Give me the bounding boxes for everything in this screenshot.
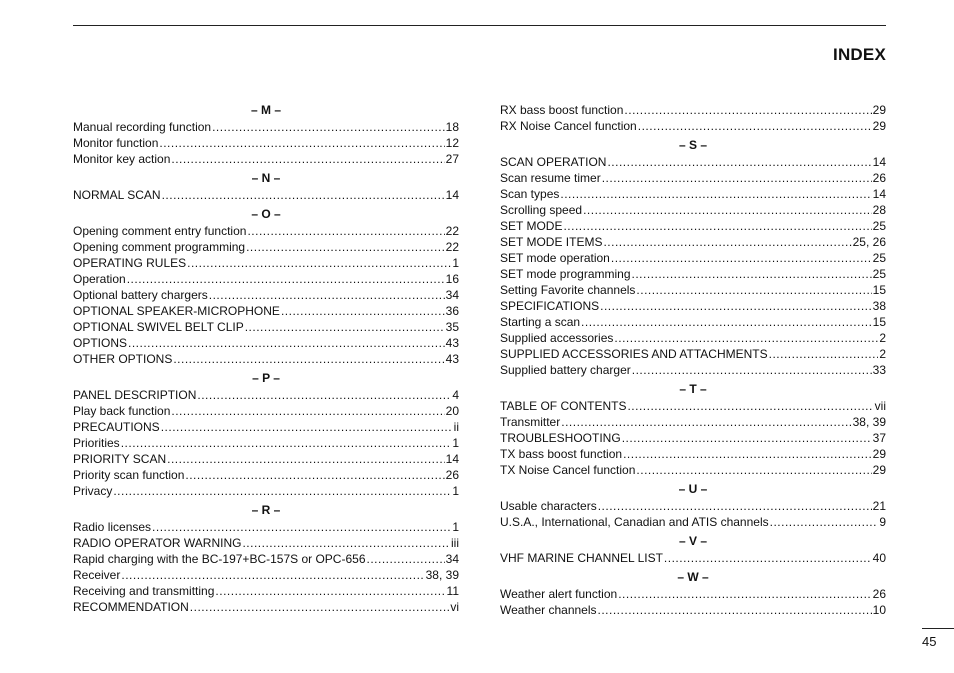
- section-heading: – U –: [678, 482, 708, 496]
- index-section: [73, 502, 459, 615]
- entry-page-number: 38, 39: [852, 415, 886, 429]
- index-entry: [73, 403, 459, 419]
- dot-leader: [246, 239, 445, 255]
- entry-label: Rapid charging with the BC-197+BC-157S or OPC-656: [73, 552, 366, 566]
- section-heading: – S –: [678, 138, 708, 152]
- section-heading: – M –: [250, 103, 281, 117]
- entry-label: Usable characters: [500, 499, 597, 513]
- entry-label: SUPPLIED ACCESSORIES AND ATTACHMENTS: [500, 347, 768, 361]
- dot-leader: [561, 414, 851, 430]
- dot-leader: [242, 535, 450, 551]
- index-entry: [500, 586, 886, 602]
- section-heading: – R –: [251, 503, 281, 517]
- section-heading: – N –: [251, 171, 281, 185]
- dot-leader: [583, 202, 872, 218]
- dot-leader: [245, 319, 445, 335]
- entry-label: OTHER OPTIONS: [73, 352, 173, 366]
- entry-label: TROUBLESHOOTING: [500, 431, 621, 445]
- entry-page-number: 14: [872, 187, 886, 201]
- index-section: [73, 102, 459, 167]
- index-entry: [500, 234, 886, 250]
- dot-leader: [598, 602, 872, 618]
- dot-leader: [623, 446, 872, 462]
- entry-page-number: 20: [445, 404, 459, 418]
- dot-leader: [128, 335, 445, 351]
- index-section: [500, 381, 886, 478]
- index-entry: [500, 314, 886, 330]
- index-entry: [73, 351, 459, 367]
- index-entry: [73, 335, 459, 351]
- entry-label: Privacy: [73, 484, 113, 498]
- dot-leader: [171, 151, 444, 167]
- entry-page-number: vii: [874, 399, 886, 413]
- entry-page-number: ii: [453, 420, 459, 434]
- dot-leader: [162, 187, 445, 203]
- entry-page-number: 33: [872, 363, 886, 377]
- entry-page-number: 9: [879, 515, 886, 529]
- entry-page-number: 4: [452, 388, 459, 402]
- entry-page-number: 22: [445, 240, 459, 254]
- index-section: [500, 481, 886, 530]
- entry-label: Scan types: [500, 187, 560, 201]
- dot-leader: [614, 330, 878, 346]
- index-entry: [500, 398, 886, 414]
- entry-label: Setting Favorite channels: [500, 283, 636, 297]
- dot-leader: [113, 483, 451, 499]
- entry-label: Play back function: [73, 404, 171, 418]
- index-entry: [500, 250, 886, 266]
- entry-label: Scrolling speed: [500, 203, 583, 217]
- entry-label: Starting a scan: [500, 315, 581, 329]
- entry-label: SPECIFICATIONS: [500, 299, 600, 313]
- index-entry: [500, 298, 886, 314]
- entry-label: Priority scan function: [73, 468, 185, 482]
- dot-leader: [560, 186, 871, 202]
- entry-page-number: 18: [445, 120, 459, 134]
- entry-label: Opening comment programming: [73, 240, 246, 254]
- entry-page-number: 38: [872, 299, 886, 313]
- index-entry: [73, 303, 459, 319]
- dot-leader: [367, 551, 445, 567]
- entry-label: Receiving and transmitting: [73, 584, 215, 598]
- index-section: [500, 533, 886, 566]
- entry-page-number: 21: [872, 499, 886, 513]
- index-entry: [500, 218, 886, 234]
- entry-label: Monitor key action: [73, 152, 171, 166]
- entry-page-number: 14: [445, 188, 459, 202]
- dot-leader: [152, 519, 451, 535]
- entry-label: PRIORITY SCAN: [73, 452, 167, 466]
- dot-leader: [600, 298, 872, 314]
- dot-leader: [769, 346, 879, 362]
- index-entry: [500, 498, 886, 514]
- entry-label: Operation: [73, 272, 126, 286]
- entry-page-number: vi: [450, 600, 459, 614]
- entry-page-number: 12: [445, 136, 459, 150]
- index-entry: [73, 187, 459, 203]
- index-section: [73, 206, 459, 367]
- dot-leader: [187, 255, 451, 271]
- index-entry: [73, 135, 459, 151]
- dot-leader: [638, 118, 872, 134]
- dot-leader: [611, 250, 872, 266]
- index-entry: [73, 271, 459, 287]
- index-entry: [73, 467, 459, 483]
- entry-page-number: 25: [872, 251, 886, 265]
- index-entry: [73, 239, 459, 255]
- index-entry: [500, 462, 886, 478]
- entry-page-number: 16: [445, 272, 459, 286]
- entry-label: Priorities: [73, 436, 120, 450]
- entry-page-number: 43: [445, 352, 459, 366]
- entry-label: Supplied battery charger: [500, 363, 631, 377]
- dot-leader: [167, 451, 445, 467]
- index-entry: [500, 266, 886, 282]
- index-entry: [500, 154, 886, 170]
- dot-leader: [185, 467, 444, 483]
- dot-leader: [636, 462, 871, 478]
- entry-page-number: 29: [872, 463, 886, 477]
- index-column-left: [73, 102, 459, 615]
- entry-label: NORMAL SCAN: [73, 188, 161, 202]
- index-entry: [73, 583, 459, 599]
- dot-leader: [602, 170, 872, 186]
- entry-page-number: 35: [445, 320, 459, 334]
- dot-leader: [770, 514, 879, 530]
- entry-label: TX bass boost function: [500, 447, 623, 461]
- index-entry: [500, 550, 886, 566]
- entry-page-number: 25: [872, 219, 886, 233]
- entry-page-number: 34: [445, 552, 459, 566]
- dot-leader: [197, 387, 451, 403]
- entry-page-number: 22: [445, 224, 459, 238]
- entry-label: TX Noise Cancel function: [500, 463, 636, 477]
- entry-label: TABLE OF CONTENTS: [500, 399, 627, 413]
- entry-label: SET mode programming: [500, 267, 631, 281]
- entry-label: Manual recording function: [73, 120, 212, 134]
- index-column-right: [500, 102, 886, 618]
- entry-label: Weather alert function: [500, 587, 618, 601]
- index-entry: [73, 599, 459, 615]
- entry-page-number: 27: [445, 152, 459, 166]
- dot-leader: [598, 498, 872, 514]
- dot-leader: [632, 266, 872, 282]
- index-entry: [500, 102, 886, 118]
- index-entry: [73, 319, 459, 335]
- dot-leader: [622, 430, 872, 446]
- entry-label: RX Noise Cancel function: [500, 119, 637, 133]
- entry-page-number: 11: [446, 584, 459, 598]
- entry-label: RECOMMENDATION: [73, 600, 189, 614]
- entry-page-number: 37: [872, 431, 886, 445]
- dot-leader: [563, 218, 871, 234]
- entry-label: RADIO OPERATOR WARNING: [73, 536, 242, 550]
- index-entry: [73, 223, 459, 239]
- entry-label: Scan resume timer: [500, 171, 601, 185]
- index-entry: [500, 430, 886, 446]
- dot-leader: [212, 119, 445, 135]
- entry-page-number: 15: [872, 315, 886, 329]
- entry-page-number: 14: [872, 155, 886, 169]
- dot-leader: [190, 599, 450, 615]
- entry-label: PANEL DESCRIPTION: [73, 388, 197, 402]
- index-section: [500, 137, 886, 378]
- entry-page-number: 26: [872, 171, 886, 185]
- entry-page-number: 1: [452, 484, 459, 498]
- entry-page-number: 43: [445, 336, 459, 350]
- entry-page-number: 36: [445, 304, 459, 318]
- index-entry: [500, 330, 886, 346]
- entry-label: Weather channels: [500, 603, 597, 617]
- index-entry: [73, 387, 459, 403]
- index-entry: [500, 414, 886, 430]
- entry-label: U.S.A., International, Canadian and ATIS channels: [500, 515, 769, 529]
- dot-leader: [636, 282, 871, 298]
- entry-page-number: 14: [445, 452, 459, 466]
- index-entry: [73, 451, 459, 467]
- section-heading: – V –: [678, 534, 708, 548]
- entry-page-number: 29: [872, 103, 886, 117]
- dot-leader: [173, 351, 444, 367]
- entry-label: OPTIONS: [73, 336, 128, 350]
- entry-page-number: 40: [872, 551, 886, 565]
- entry-label: Monitor function: [73, 136, 159, 150]
- entry-label: Supplied accessories: [500, 331, 614, 345]
- index-entry: [73, 483, 459, 499]
- entry-label: RX bass boost function: [500, 103, 624, 117]
- index-entry: [500, 602, 886, 618]
- index-entry: [73, 551, 459, 567]
- header-rule: [73, 25, 886, 26]
- dot-leader: [127, 271, 445, 287]
- index-entry: [73, 435, 459, 451]
- dot-leader: [281, 303, 445, 319]
- entry-page-number: 34: [445, 288, 459, 302]
- page-title: INDEX: [833, 45, 886, 64]
- entry-label: SCAN OPERATION: [500, 155, 607, 169]
- entry-page-number: 25, 26: [852, 235, 886, 249]
- index-section: [500, 569, 886, 618]
- index-entry: [500, 446, 886, 462]
- entry-page-number: 38, 39: [425, 568, 459, 582]
- index-section: [500, 102, 886, 134]
- dot-leader: [627, 398, 873, 414]
- entry-label: OPERATING RULES: [73, 256, 187, 270]
- page-number: 45: [922, 634, 937, 649]
- entry-label: SET mode operation: [500, 251, 610, 265]
- dot-leader: [581, 314, 872, 330]
- index-entry: [500, 346, 886, 362]
- entry-label: OPTIONAL SWIVEL BELT CLIP: [73, 320, 244, 334]
- section-heading: – W –: [677, 570, 709, 584]
- dot-leader: [603, 234, 851, 250]
- index-section: [73, 170, 459, 203]
- index-entry: [500, 202, 886, 218]
- entry-page-number: 26: [872, 587, 886, 601]
- dot-leader: [215, 583, 445, 599]
- entry-label: Optional battery chargers: [73, 288, 208, 302]
- section-heading: – P –: [252, 371, 280, 385]
- index-entry: [500, 514, 886, 530]
- entry-label: Radio licenses: [73, 520, 152, 534]
- dot-leader: [121, 567, 424, 583]
- dot-leader: [607, 154, 871, 170]
- dot-leader: [624, 102, 871, 118]
- index-entry: [73, 287, 459, 303]
- entry-page-number: 1: [452, 256, 459, 270]
- index-entry: [73, 119, 459, 135]
- dot-leader: [618, 586, 871, 602]
- entry-page-number: 2: [879, 347, 886, 361]
- entry-page-number: 10: [872, 603, 886, 617]
- dot-leader: [171, 403, 444, 419]
- entry-label: VHF MARINE CHANNEL LIST: [500, 551, 663, 565]
- index-entry: [73, 419, 459, 435]
- entry-page-number: 26: [445, 468, 459, 482]
- entry-page-number: 15: [872, 283, 886, 297]
- entry-page-number: 1: [452, 436, 459, 450]
- entry-label: Receiver: [73, 568, 121, 582]
- dot-leader: [632, 362, 872, 378]
- entry-label: OPTIONAL SPEAKER-MICROPHONE: [73, 304, 280, 318]
- index-entry: [500, 186, 886, 202]
- dot-leader: [209, 287, 445, 303]
- dot-leader: [664, 550, 872, 566]
- index-entry: [73, 519, 459, 535]
- dot-leader: [161, 419, 453, 435]
- section-heading: – O –: [251, 207, 281, 221]
- index-entry: [73, 255, 459, 271]
- entry-page-number: iii: [451, 536, 459, 550]
- entry-page-number: 25: [872, 267, 886, 281]
- index-entry: [500, 282, 886, 298]
- index-entry: [500, 170, 886, 186]
- entry-label: SET MODE ITEMS: [500, 235, 603, 249]
- entry-page-number: 29: [872, 447, 886, 461]
- entry-page-number: 2: [879, 331, 886, 345]
- section-heading: – T –: [679, 382, 707, 396]
- entry-page-number: 1: [452, 520, 459, 534]
- index-entry: [73, 151, 459, 167]
- index-entry: [73, 567, 459, 583]
- dot-leader: [121, 435, 452, 451]
- dot-leader: [247, 223, 444, 239]
- index-entry: [500, 362, 886, 378]
- entry-page-number: 29: [872, 119, 886, 133]
- entry-label: PRECAUTIONS: [73, 420, 160, 434]
- index-entry: [73, 535, 459, 551]
- footer-rule: [922, 628, 954, 629]
- entry-label: Transmitter: [500, 415, 561, 429]
- dot-leader: [159, 135, 444, 151]
- entry-label: SET MODE: [500, 219, 563, 233]
- entry-label: Opening comment entry function: [73, 224, 247, 238]
- entry-page-number: 28: [872, 203, 886, 217]
- index-entry: [500, 118, 886, 134]
- index-section: [73, 370, 459, 499]
